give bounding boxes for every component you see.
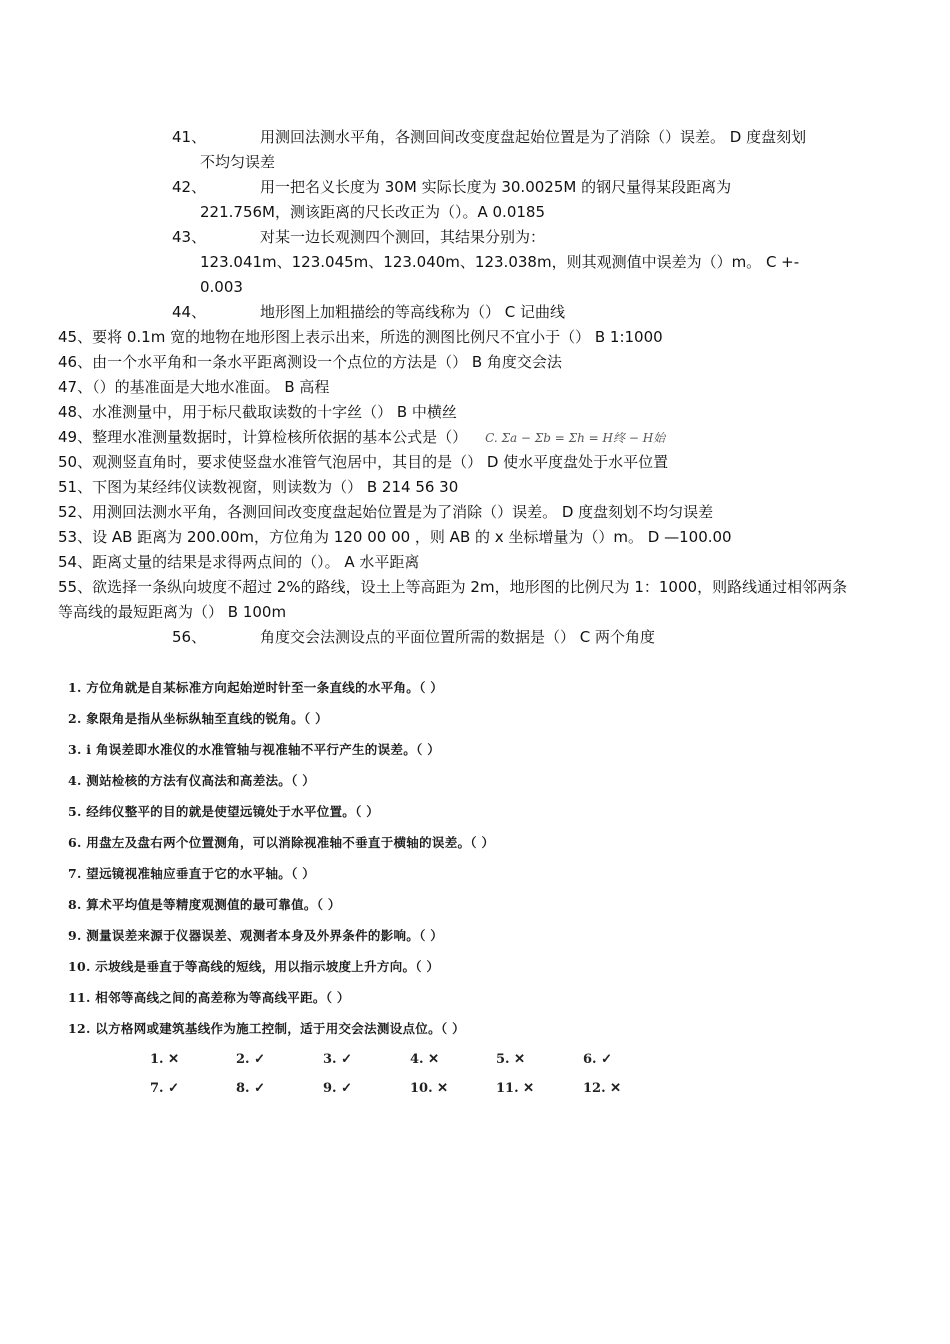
answer-5: 5. ✕: [496, 1052, 525, 1067]
question-49: [58, 425, 665, 451]
answer-2: 2. ✓: [236, 1052, 265, 1067]
answer-9: 9. ✓: [323, 1081, 352, 1096]
answer-1: 1. ✕: [150, 1052, 179, 1067]
question-text: 0.003: [200, 278, 243, 296]
answer-4: 4. ✕: [410, 1052, 439, 1067]
question-text: 221.756M，测该距离的尺长改正为（）。A 0.0185: [200, 203, 545, 221]
answer-7: 7. ✓: [150, 1081, 179, 1096]
question-43: [172, 225, 545, 250]
question-text: 用一把名义长度为 30M 实际长度为 30.0025M 的钢尺量得某段距离为: [260, 178, 732, 196]
question-55: 55、欲选择一条纵向坡度不超过 2%的路线，设土上等高距为 2m，地形图的比例尺为 1：1000，则路线通过相邻两条等高线的最短距离为（） B 100m: [58, 578, 848, 621]
answer-3: 3. ✓: [323, 1052, 352, 1067]
question-number: 43、: [172, 228, 207, 246]
question-56: [172, 625, 655, 650]
question-42-cont: [200, 200, 545, 225]
question-text: 地形图上加粗描绘的等高线称为（） C 记曲线: [260, 303, 566, 321]
answer-8: 8. ✓: [236, 1081, 265, 1096]
tf-question-1: 1. 方位角就是自某标准方向起始逆时针至一条直线的水平角。（ ）: [68, 680, 444, 695]
tf-question-2: 2. 象限角是指从坐标纵轴至直线的锐角。（ ）: [68, 711, 328, 726]
question-47: 47、（）的基准面是大地水准面。 B 高程: [58, 378, 330, 396]
question-text: 123.041m、123.045m、123.040m、123.038m，则其观测值中误差为（）m。 C +-: [200, 253, 800, 271]
scanned-true-false-section: [58, 668, 648, 1108]
answer-10: 10. ✕: [410, 1081, 449, 1096]
answer-12: 12. ✕: [583, 1081, 622, 1096]
question-text: 角度交会法测设点的平面位置所需的数据是（） C 两个角度: [260, 628, 656, 646]
tf-question-6: 6. 用盘左及盘右两个位置测角，可以消除视准轴不垂直于横轴的误差。（ ）: [68, 835, 495, 850]
question-52: 52、用测回法测水平角，各测回间改变度盘起始位置是为了消除（）误差。 D 度盘刻划不均匀误差: [58, 503, 714, 521]
question-54: 54、距离丈量的结果是求得两点间的（）。 A 水平距离: [58, 553, 420, 571]
answer-11: 11. ✕: [496, 1081, 535, 1096]
tf-question-3: 3. i 角误差即水准仪的水准管轴与视准轴不平行产生的误差。（ ）: [68, 742, 441, 757]
question-number: 42、: [172, 178, 207, 196]
question-number: 56、: [172, 628, 207, 646]
tf-question-11: 11. 相邻等高线之间的高差称为等高线平距。（ ）: [68, 990, 350, 1005]
tf-question-5: 5. 经纬仪整平的目的就是使望远镜处于水平位置。（ ）: [68, 804, 380, 819]
tf-question-8: 8. 算术平均值是等精度观测值的最可靠值。（ ）: [68, 897, 341, 912]
question-46: 46、由一个水平角和一条水平距离测设一个点位的方法是（） B 角度交会法: [58, 353, 562, 371]
tf-question-12: 12. 以方格网或建筑基线作为施工控制，适于用交会法测设点位。（ ）: [68, 1021, 465, 1036]
question-text: 用测回法测水平角，各测回间改变度盘起始位置是为了消除（）误差。 D 度盘刻划: [260, 128, 807, 146]
question-44: [172, 300, 565, 325]
question-50: 50、观测竖直角时，要求使竖盘水准管气泡居中，其目的是（） D 使水平度盘处于水平位置: [58, 453, 669, 471]
question-42: [172, 175, 731, 200]
question-number: 41、: [172, 128, 207, 146]
question-text: 对某一边长观测四个测回，其结果分别为：: [260, 228, 546, 246]
question-51: 51、下图为某经纬仪读数视窗，则读数为（） B 214 56 30: [58, 478, 459, 496]
question-41: [172, 125, 806, 150]
tf-question-9: 9. 测量误差来源于仪器误差、观测者本身及外界条件的影响。（ ）: [68, 928, 444, 943]
question-41-cont: [200, 150, 275, 175]
question-48: 48、水准测量中，用于标尺截取读数的十字丝（） B 中横丝: [58, 403, 457, 421]
question-45: 45、要将 0.1m 宽的地物在地形图上表示出来，所选的测图比例尺不宜小于（） B 1:1000: [58, 328, 663, 346]
tf-question-10: 10. 示坡线是垂直于等高线的短线，用以指示坡度上升方向。（ ）: [68, 959, 440, 974]
formula-image: C. Σa − Σb = Σh = H终 − H始: [485, 431, 666, 445]
question-text: 不均匀误差: [200, 153, 276, 171]
question-53: 53、设 AB 距离为 200.00m，方位角为 120 00 00 ，则 AB 的 x 坐标增量为（）m。 D —100.00: [58, 528, 732, 546]
question-text: 49、整理水准测量数据时，计算检核所依据的基本公式是（）: [58, 428, 468, 446]
answer-6: 6. ✓: [583, 1052, 612, 1067]
question-43-cont: [200, 250, 799, 275]
tf-question-7: 7. 望远镜视准轴应垂直于它的水平轴。（ ）: [68, 866, 316, 881]
question-43-cont2: [200, 275, 243, 300]
question-number: 44、: [172, 303, 207, 321]
tf-question-4: 4. 测站检核的方法有仪高法和高差法。（ ）: [68, 773, 316, 788]
